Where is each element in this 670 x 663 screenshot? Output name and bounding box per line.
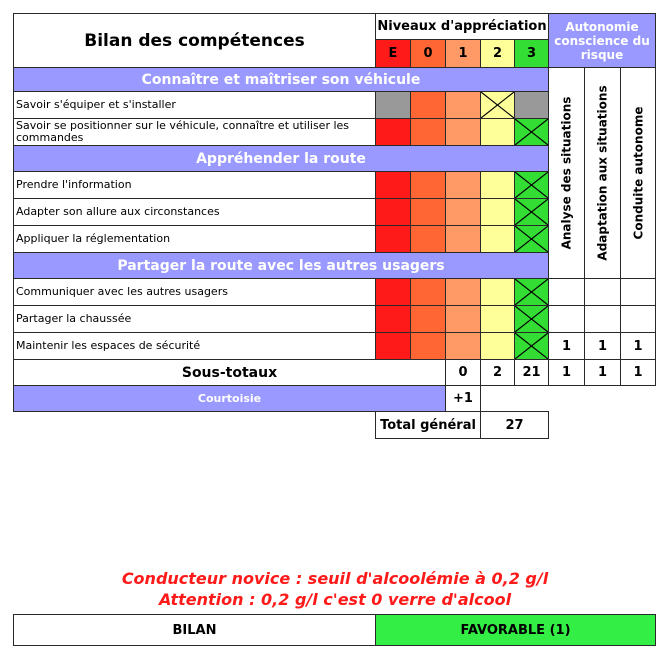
subtotal-autonomie	[620, 359, 656, 386]
subtotals-label	[13, 359, 446, 386]
bilan-label-text: BILAN	[172, 622, 217, 638]
subtotals-label-text: Sous-totaux	[181, 364, 278, 381]
bilan-label	[13, 614, 376, 646]
autonomie-cell	[548, 278, 585, 306]
criterion-label	[13, 118, 376, 146]
subtotal-value: 1	[633, 365, 643, 380]
cross-mark-icon	[515, 119, 548, 145]
total-value	[480, 411, 549, 439]
subtotal-autonomie	[548, 359, 585, 386]
autonomie-cell	[620, 278, 656, 306]
level-cell-3-marked	[514, 305, 549, 333]
level-cell-e	[375, 171, 411, 199]
level-cell-2	[480, 198, 515, 226]
level-cell-1	[445, 225, 481, 253]
level-cell-e	[375, 91, 411, 119]
level-cell-3-marked	[514, 198, 549, 226]
level-cell-3-marked	[514, 332, 549, 360]
subtotal-value: 0	[458, 365, 468, 380]
total-value-text: 27	[505, 417, 524, 433]
subtotal-level-3	[514, 359, 549, 386]
autonomie-value: 1	[597, 338, 608, 354]
autonomie-value: 1	[561, 338, 572, 354]
cross-mark-icon	[515, 279, 548, 305]
total-label	[375, 411, 481, 439]
autonomie-col-adaptation	[584, 67, 621, 279]
criterion-text: Savoir se positionner sur le véhicule, connaître et utiliser les commandes	[16, 119, 350, 144]
level-2-header	[480, 39, 515, 68]
subtotal-value: 2	[492, 365, 503, 380]
alcohol-warning	[0, 568, 670, 610]
criterion-label	[13, 171, 376, 199]
cross-mark-icon	[481, 92, 514, 118]
level-1-header	[445, 39, 481, 68]
criterion-text: Communiquer avec les autres usagers	[16, 285, 228, 298]
level-cell-0	[410, 171, 446, 199]
levels-header	[375, 13, 549, 40]
level-cell-1	[445, 198, 481, 226]
autonomie-col-label: Adaptation aux situations	[595, 85, 610, 261]
alcohol-warning-line2: Attention : 0,2 g/l c'est 0 verre d'alcool	[158, 590, 512, 609]
criterion-text: Prendre l'information	[16, 178, 132, 191]
cross-mark-icon	[515, 306, 548, 332]
level-cell-1	[445, 171, 481, 199]
section-header	[13, 67, 549, 92]
level-cell-1	[445, 305, 481, 333]
courtoisie-label	[13, 385, 446, 412]
level-3-label: 3	[526, 46, 537, 61]
subtotal-level-1	[445, 359, 481, 386]
level-3-header	[514, 39, 549, 68]
section-title: Partager la route avec les autres usagers	[117, 257, 445, 274]
cross-mark-icon	[515, 226, 548, 252]
level-e-label: E	[388, 46, 398, 61]
level-cell-e	[375, 118, 411, 146]
criterion-label	[13, 278, 376, 306]
level-cell-2	[480, 225, 515, 253]
cross-mark-icon	[515, 333, 548, 359]
autonomie-col-label: Analyse des situations	[559, 96, 574, 250]
level-cell-3	[514, 91, 549, 119]
subtotal-autonomie	[584, 359, 621, 386]
autonomie-col-analyse	[548, 67, 585, 279]
levels-header-text: Niveaux d'appréciation	[377, 19, 547, 34]
autonomie-cell	[548, 305, 585, 333]
subtotal-value: 1	[597, 365, 608, 380]
level-cell-3-marked	[514, 118, 549, 146]
criterion-text: Maintenir les espaces de sécurité	[16, 339, 201, 352]
section-header	[13, 145, 549, 172]
criterion-label	[13, 332, 376, 360]
level-cell-2	[480, 278, 515, 306]
level-cell-0	[410, 118, 446, 146]
subtotal-level-2	[480, 359, 515, 386]
autonomie-header	[548, 13, 656, 68]
autonomie-cell	[548, 332, 585, 360]
criterion-text: Adapter son allure aux circonstances	[16, 205, 220, 218]
bilan-result	[375, 614, 656, 646]
level-cell-e	[375, 198, 411, 226]
level-cell-2-marked	[480, 91, 515, 119]
section-title: Appréhender la route	[196, 150, 366, 167]
criterion-text: Savoir s'équiper et s'installer	[16, 98, 176, 111]
level-cell-3-marked	[514, 225, 549, 253]
autonomie-col-conduite	[620, 67, 656, 279]
criterion-text: Appliquer la réglementation	[16, 232, 171, 245]
criterion-label	[13, 225, 376, 253]
level-cell-0	[410, 91, 446, 119]
alcohol-warning-line1: Conducteur novice : seuil d'alcoolémie à 0,2 g/l	[121, 569, 549, 588]
level-cell-e	[375, 332, 411, 360]
level-cell-0	[410, 278, 446, 306]
autonomie-cell	[584, 305, 621, 333]
subtotal-value: 1	[561, 365, 572, 380]
subtotal-value: 21	[522, 365, 541, 380]
level-cell-1	[445, 332, 481, 360]
criterion-label	[13, 305, 376, 333]
criterion-text: Partager la chaussée	[16, 312, 132, 325]
level-cell-1	[445, 118, 481, 146]
level-cell-1	[445, 91, 481, 119]
courtoisie-label-text: Courtoisie	[197, 392, 262, 405]
level-cell-e	[375, 278, 411, 306]
criterion-label	[13, 198, 376, 226]
bilan-result-text: FAVORABLE (1)	[460, 622, 571, 638]
section-header	[13, 252, 549, 279]
courtoisie-value-text: +1	[453, 391, 473, 406]
total-label-text: Total général	[380, 417, 476, 433]
level-cell-e	[375, 305, 411, 333]
autonomie-header-text: Autonomie conscience du risque	[554, 19, 650, 62]
autonomie-col-label: Conduite autonome	[631, 106, 646, 240]
level-1-label: 1	[458, 46, 468, 61]
level-cell-2	[480, 332, 515, 360]
criterion-label	[13, 91, 376, 119]
section-title: Connaître et maîtriser son véhicule	[141, 71, 421, 88]
level-cell-0	[410, 225, 446, 253]
level-cell-0	[410, 305, 446, 333]
level-e-header	[375, 39, 411, 68]
level-cell-0	[410, 198, 446, 226]
page-title	[13, 13, 376, 68]
level-cell-1	[445, 278, 481, 306]
courtoisie-value	[445, 385, 481, 412]
level-cell-2	[480, 305, 515, 333]
autonomie-cell	[620, 305, 656, 333]
autonomie-value: 1	[633, 338, 643, 354]
level-cell-0	[410, 332, 446, 360]
cross-mark-icon	[515, 199, 548, 225]
autonomie-cell	[620, 332, 656, 360]
autonomie-cell	[584, 278, 621, 306]
cross-mark-icon	[515, 172, 548, 198]
level-cell-2	[480, 118, 515, 146]
level-cell-3-marked	[514, 171, 549, 199]
level-cell-e	[375, 225, 411, 253]
autonomie-cell	[584, 332, 621, 360]
level-0-label: 0	[423, 46, 433, 61]
level-cell-3-marked	[514, 278, 549, 306]
level-0-header	[410, 39, 446, 68]
level-2-label: 2	[492, 46, 503, 61]
level-cell-2	[480, 171, 515, 199]
page-title-text: Bilan des compétences	[84, 30, 305, 51]
